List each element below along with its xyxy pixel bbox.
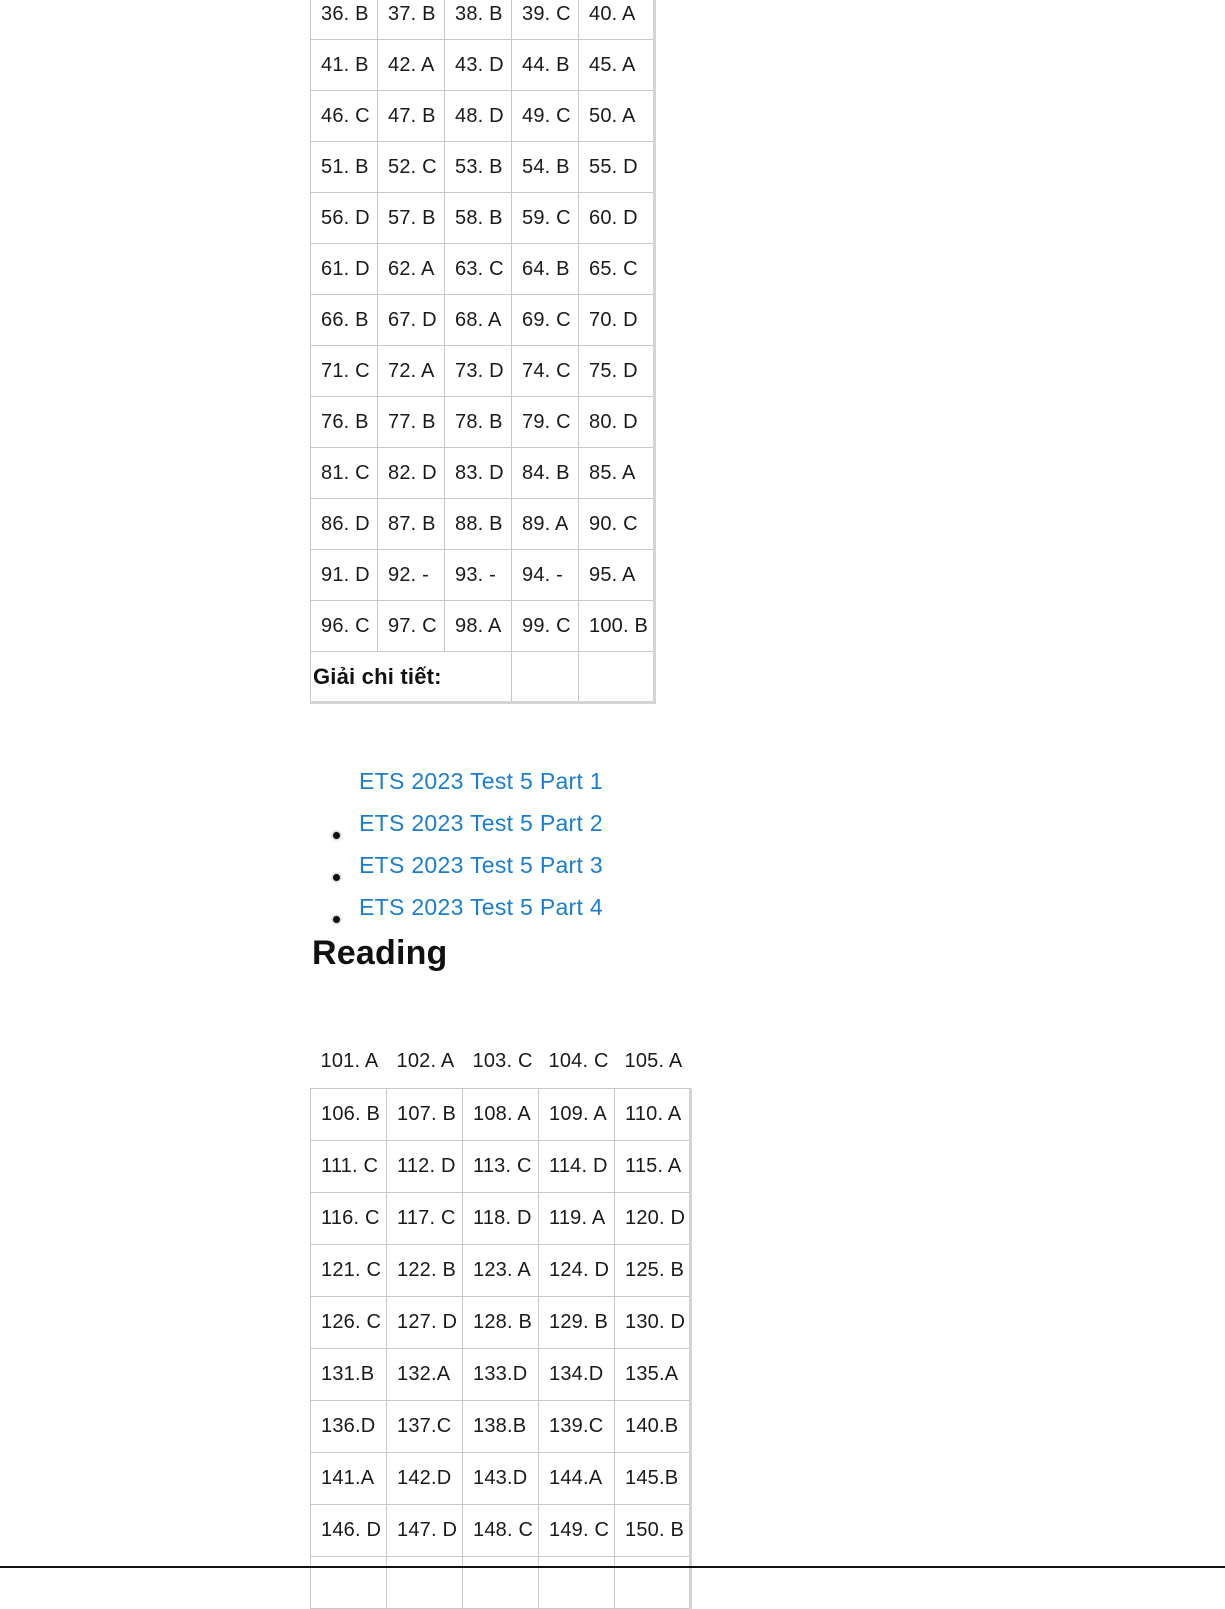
answer-cell: 51. B bbox=[311, 142, 378, 193]
answer-cell: 139.C bbox=[539, 1400, 615, 1452]
answer-cell: 120. D bbox=[615, 1192, 691, 1244]
answer-cell: 87. B bbox=[378, 499, 445, 550]
answer-cell: 43. D bbox=[445, 40, 512, 91]
answer-cell: 59. C bbox=[512, 193, 579, 244]
answer-cell: 76. B bbox=[311, 397, 378, 448]
answer-cell: 52. C bbox=[378, 142, 445, 193]
answer-cell: 41. B bbox=[311, 40, 378, 91]
answer-cell: 39. C bbox=[512, 0, 579, 40]
answer-cell: 62. A bbox=[378, 244, 445, 295]
answer-cell: 94. - bbox=[512, 550, 579, 601]
table-row bbox=[311, 142, 655, 193]
answer-cell: 144.A bbox=[539, 1452, 615, 1504]
answer-cell: 80. D bbox=[579, 397, 655, 448]
answer-cell: 109. A bbox=[539, 1088, 615, 1140]
answer-cell: 86. D bbox=[311, 499, 378, 550]
answer-cell: 145.B bbox=[615, 1452, 691, 1504]
answer-cell: 93. - bbox=[445, 550, 512, 601]
answer-cell: 71. C bbox=[311, 346, 378, 397]
answer-cell bbox=[463, 1556, 539, 1608]
answer-cell: 131.B bbox=[311, 1348, 387, 1400]
answer-cell: 114. D bbox=[539, 1140, 615, 1192]
table-row bbox=[311, 0, 655, 40]
answer-cell: 110. A bbox=[615, 1088, 691, 1140]
answer-cell: 69. C bbox=[512, 295, 579, 346]
answer-cell: 115. A bbox=[615, 1140, 691, 1192]
answer-cell: 149. C bbox=[539, 1504, 615, 1556]
answer-cell: 40. A bbox=[579, 0, 655, 40]
answer-cell: 64. B bbox=[512, 244, 579, 295]
table-row bbox=[311, 499, 655, 550]
answer-cell: 146. D bbox=[311, 1504, 387, 1556]
table-row bbox=[311, 1296, 691, 1348]
table-row bbox=[311, 1036, 691, 1088]
answer-cell: 90. C bbox=[579, 499, 655, 550]
table-row bbox=[311, 91, 655, 142]
answer-cell: 42. A bbox=[378, 40, 445, 91]
answer-cell: 53. B bbox=[445, 142, 512, 193]
answer-cell: 128. B bbox=[463, 1296, 539, 1348]
table-row bbox=[311, 1556, 691, 1608]
answer-cell: 124. D bbox=[539, 1244, 615, 1296]
table-row bbox=[311, 1192, 691, 1244]
answer-cell: 141.A bbox=[311, 1452, 387, 1504]
answer-cell: 70. D bbox=[579, 295, 655, 346]
answer-cell bbox=[311, 1556, 387, 1608]
answer-cell: 97. C bbox=[378, 601, 445, 652]
answer-cell: 54. B bbox=[512, 142, 579, 193]
table-row-detail bbox=[311, 652, 655, 703]
answer-cell: 67. D bbox=[378, 295, 445, 346]
answer-cell: 78. B bbox=[445, 397, 512, 448]
answer-cell: 95. A bbox=[579, 550, 655, 601]
answer-cell: 60. D bbox=[579, 193, 655, 244]
table-row bbox=[311, 448, 655, 499]
table-row bbox=[311, 601, 655, 652]
table-row bbox=[311, 1244, 691, 1296]
answer-cell: 72. A bbox=[378, 346, 445, 397]
answer-cell: 107. B bbox=[387, 1088, 463, 1140]
answer-cell: 73. D bbox=[445, 346, 512, 397]
answer-cell: 117. C bbox=[387, 1192, 463, 1244]
answer-cell: 101. A bbox=[311, 1036, 387, 1088]
answer-cell: 84. B bbox=[512, 448, 579, 499]
answer-cell: 138.B bbox=[463, 1400, 539, 1452]
answer-cell: 36. B bbox=[311, 0, 378, 40]
answer-cell bbox=[615, 1556, 691, 1608]
answer-cell: 68. A bbox=[445, 295, 512, 346]
answer-cell: 137.C bbox=[387, 1400, 463, 1452]
empty-cell bbox=[579, 652, 655, 703]
answer-cell: 143.D bbox=[463, 1452, 539, 1504]
answer-cell: 148. C bbox=[463, 1504, 539, 1556]
empty-cell bbox=[512, 652, 579, 703]
answer-cell: 105. A bbox=[615, 1036, 691, 1088]
answer-cell: 108. A bbox=[463, 1088, 539, 1140]
answer-cell: 130. D bbox=[615, 1296, 691, 1348]
answer-cell: 48. D bbox=[445, 91, 512, 142]
answer-cell: 83. D bbox=[445, 448, 512, 499]
answer-cell: 65. C bbox=[579, 244, 655, 295]
answer-cell: 58. B bbox=[445, 193, 512, 244]
answer-cell: 74. C bbox=[512, 346, 579, 397]
bullet-icon bbox=[333, 874, 340, 881]
answer-cell: 45. A bbox=[579, 40, 655, 91]
answer-cell: 82. D bbox=[378, 448, 445, 499]
answer-cell: 37. B bbox=[378, 0, 445, 40]
answer-cell: 134.D bbox=[539, 1348, 615, 1400]
answer-cell: 102. A bbox=[387, 1036, 463, 1088]
answer-cell: 77. B bbox=[378, 397, 445, 448]
answer-cell: 103. C bbox=[463, 1036, 539, 1088]
answer-cell: 116. C bbox=[311, 1192, 387, 1244]
table-row bbox=[311, 1504, 691, 1556]
answer-cell: 96. C bbox=[311, 601, 378, 652]
bullet-icon bbox=[333, 832, 340, 839]
answer-cell: 100. B bbox=[579, 601, 655, 652]
answer-cell: 133.D bbox=[463, 1348, 539, 1400]
answer-cell: 104. C bbox=[539, 1036, 615, 1088]
answer-cell: 129. B bbox=[539, 1296, 615, 1348]
answer-cell: 150. B bbox=[615, 1504, 691, 1556]
answer-cell: 88. B bbox=[445, 499, 512, 550]
answer-cell: 147. D bbox=[387, 1504, 463, 1556]
table-row bbox=[311, 1140, 691, 1192]
answer-cell: 98. A bbox=[445, 601, 512, 652]
answer-cell: 55. D bbox=[579, 142, 655, 193]
listening-answer-body bbox=[311, 0, 655, 703]
table-row bbox=[311, 1088, 691, 1140]
answer-cell: 118. D bbox=[463, 1192, 539, 1244]
answer-cell bbox=[387, 1556, 463, 1608]
answer-cell: 123. A bbox=[463, 1244, 539, 1296]
answer-cell bbox=[539, 1556, 615, 1608]
answer-cell: 132.A bbox=[387, 1348, 463, 1400]
answer-cell: 63. C bbox=[445, 244, 512, 295]
answer-cell: 49. C bbox=[512, 91, 579, 142]
table-row bbox=[311, 1348, 691, 1400]
listening-answer-table bbox=[310, 0, 656, 704]
reading-answer-body bbox=[311, 1036, 691, 1608]
table-row bbox=[311, 40, 655, 91]
answer-cell: 75. D bbox=[579, 346, 655, 397]
answer-cell: 66. B bbox=[311, 295, 378, 346]
answer-cell: 85. A bbox=[579, 448, 655, 499]
answer-cell: 92. - bbox=[378, 550, 445, 601]
bottom-divider bbox=[0, 1566, 1225, 1568]
answer-cell: 50. A bbox=[579, 91, 655, 142]
answer-cell: 81. C bbox=[311, 448, 378, 499]
answer-cell: 46. C bbox=[311, 91, 378, 142]
answer-cell: 89. A bbox=[512, 499, 579, 550]
table-row bbox=[311, 397, 655, 448]
answer-cell: 142.D bbox=[387, 1452, 463, 1504]
answer-cell: 56. D bbox=[311, 193, 378, 244]
answer-cell: 113. C bbox=[463, 1140, 539, 1192]
link-part-3[interactable]: ETS 2023 Test 5 Part 3 bbox=[359, 852, 603, 878]
answer-cell: 99. C bbox=[512, 601, 579, 652]
answer-cell: 140.B bbox=[615, 1400, 691, 1452]
detail-label: Giải chi tiết: bbox=[311, 652, 512, 703]
answer-cell: 91. D bbox=[311, 550, 378, 601]
link-part-4[interactable]: ETS 2023 Test 5 Part 4 bbox=[359, 894, 603, 920]
answer-cell: 136.D bbox=[311, 1400, 387, 1452]
section-title-reading: Reading bbox=[312, 934, 448, 972]
answer-cell: 106. B bbox=[311, 1088, 387, 1140]
answer-cell: 61. D bbox=[311, 244, 378, 295]
answer-cell: 57. B bbox=[378, 193, 445, 244]
answer-cell: 79. C bbox=[512, 397, 579, 448]
answer-cell: 127. D bbox=[387, 1296, 463, 1348]
answer-cell: 111. C bbox=[311, 1140, 387, 1192]
table-row bbox=[311, 1452, 691, 1504]
answer-cell: 44. B bbox=[512, 40, 579, 91]
table-row bbox=[311, 550, 655, 601]
answer-cell: 125. B bbox=[615, 1244, 691, 1296]
table-row bbox=[311, 244, 655, 295]
answer-cell: 119. A bbox=[539, 1192, 615, 1244]
answer-cell: 135.A bbox=[615, 1348, 691, 1400]
link-part-2[interactable]: ETS 2023 Test 5 Part 2 bbox=[359, 810, 603, 836]
table-row bbox=[311, 346, 655, 397]
table-row bbox=[311, 1400, 691, 1452]
link-part-1[interactable]: ETS 2023 Test 5 Part 1 bbox=[359, 768, 603, 794]
table-row bbox=[311, 295, 655, 346]
table-row bbox=[311, 193, 655, 244]
bullet-icon bbox=[333, 916, 340, 923]
answer-cell: 38. B bbox=[445, 0, 512, 40]
answer-cell: 122. B bbox=[387, 1244, 463, 1296]
reading-answer-table bbox=[310, 1036, 692, 1609]
answer-cell: 126. C bbox=[311, 1296, 387, 1348]
answer-cell: 121. C bbox=[311, 1244, 387, 1296]
answer-cell: 47. B bbox=[378, 91, 445, 142]
answer-cell: 112. D bbox=[387, 1140, 463, 1192]
